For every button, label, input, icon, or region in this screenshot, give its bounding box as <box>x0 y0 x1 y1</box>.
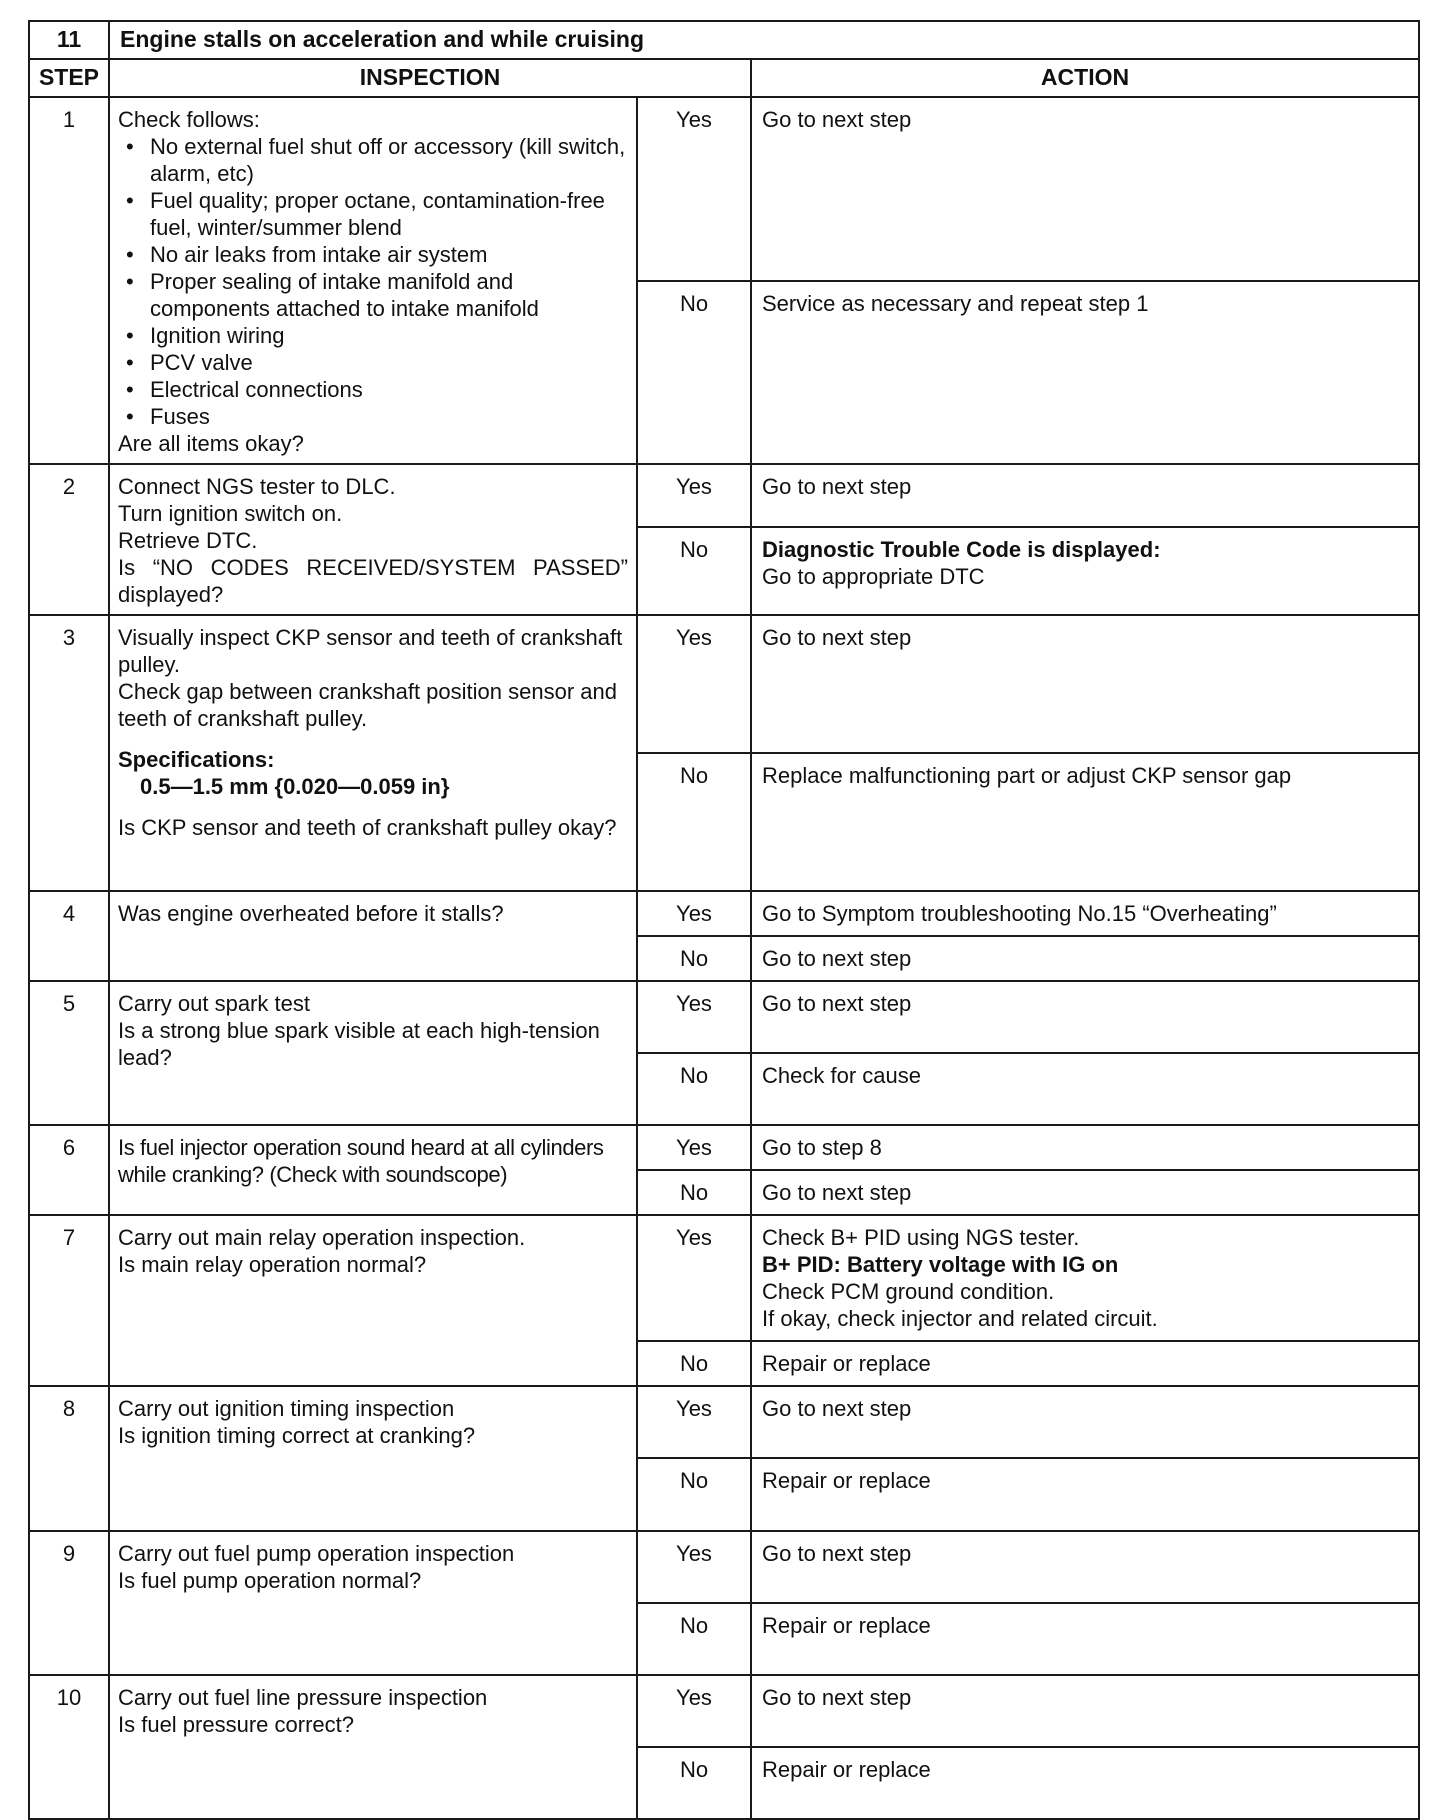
inspection-question: Is “NO CODES RECEIVED/SYSTEM PASSED” displayed? <box>118 555 628 607</box>
step-4-yes-row <box>29 891 1419 936</box>
step-inspection <box>109 891 637 981</box>
no-label: No <box>637 1747 751 1819</box>
no-action: Service as necessary and repeat step 1 <box>751 281 1419 465</box>
step-8-yes-row <box>29 1386 1419 1458</box>
header-step: STEP <box>29 59 109 97</box>
step-inspection <box>109 1386 637 1531</box>
yes-label: Yes <box>637 1125 751 1170</box>
inspection-question: Is fuel pump operation normal? <box>118 1568 422 1593</box>
yes-label: Yes <box>637 97 751 281</box>
inspection-line: Visually inspect CKP sensor and teeth of crankshaft pulley. <box>118 625 623 677</box>
yes-action: Go to next step <box>751 615 1419 753</box>
yes-label: Yes <box>637 1215 751 1341</box>
spec-title: Specifications: <box>118 747 275 772</box>
inspection-intro: Check follows: <box>118 107 260 132</box>
inspection-line: Carry out fuel line pressure inspection <box>118 1685 488 1710</box>
no-label: No <box>637 281 751 465</box>
step-7-yes-row <box>29 1215 1419 1341</box>
no-action-text: Go to appropriate DTC <box>762 563 985 589</box>
inspection-question: Is CKP sensor and teeth of crankshaft pulley okay? <box>118 815 617 840</box>
yes-action: Go to step 8 <box>751 1125 1419 1170</box>
yes-action: Go to Symptom troubleshooting No.15 “Overheating” <box>751 891 1419 936</box>
inspection-question: Is fuel injector operation sound heard at all cylinders while cranking? (Check with soundscope) <box>118 1135 604 1187</box>
no-action: Repair or replace <box>751 1747 1419 1819</box>
no-label: No <box>637 1341 751 1386</box>
yes-action-line: Check PCM ground condition. <box>762 1279 1055 1304</box>
no-label: No <box>637 1458 751 1531</box>
yes-label: Yes <box>637 1675 751 1747</box>
no-action: Replace malfunctioning part or adjust CKP sensor gap <box>751 753 1419 891</box>
no-action: Go to next step <box>751 1170 1419 1215</box>
step-10-yes-row <box>29 1675 1419 1747</box>
step-6-yes-row <box>29 1125 1419 1170</box>
yes-action-line: If okay, check injector and related circuit. <box>762 1306 1158 1331</box>
yes-action: Go to next step <box>751 981 1419 1053</box>
inspection-question: Is fuel pressure correct? <box>118 1712 354 1737</box>
troubleshooting-table <box>28 20 1420 1820</box>
step-inspection <box>109 1125 637 1215</box>
no-action: Go to next step <box>751 936 1419 981</box>
yes-action-line: Check B+ PID using NGS tester. <box>762 1225 1080 1250</box>
inspection-line: Connect NGS tester to DLC. <box>118 474 396 499</box>
yes-label: Yes <box>637 464 751 527</box>
step-2-yes-row <box>29 464 1419 527</box>
inspection-question: Is main relay operation normal? <box>118 1252 427 1277</box>
step-number: 2 <box>29 464 109 615</box>
yes-action: Go to next step <box>751 1531 1419 1603</box>
yes-action-spec: B+ PID: Battery voltage with IG on <box>762 1252 1119 1277</box>
step-number: 6 <box>29 1125 109 1215</box>
yes-label: Yes <box>637 615 751 753</box>
symptom-number: 11 <box>29 21 109 59</box>
step-inspection <box>109 1215 637 1386</box>
step-number: 8 <box>29 1386 109 1531</box>
checklist-item: • Ignition wiring <box>118 322 628 349</box>
yes-action: Go to next step <box>751 1675 1419 1747</box>
step-inspection <box>109 615 637 891</box>
no-action: Repair or replace <box>751 1603 1419 1675</box>
step-number: 3 <box>29 615 109 891</box>
column-header-row <box>29 59 1419 97</box>
step-number: 10 <box>29 1675 109 1819</box>
troubleshooting-document <box>28 20 1418 1820</box>
step-number: 4 <box>29 891 109 981</box>
yes-action: Go to next step <box>751 464 1419 527</box>
step-number: 9 <box>29 1531 109 1675</box>
inspection-line: Turn ignition switch on. <box>118 501 343 526</box>
inspection-question: Was engine overheated before it stalls? <box>118 901 504 926</box>
checklist-item: • PCV valve <box>118 349 628 376</box>
inspection-line: Carry out fuel pump operation inspection <box>118 1541 515 1566</box>
yes-action <box>751 1215 1419 1341</box>
inspection-checklist <box>118 133 628 430</box>
spec-value: 0.5—1.5 mm {0.020—0.059 in} <box>140 774 450 799</box>
header-inspection: INSPECTION <box>109 59 751 97</box>
no-label: No <box>637 1170 751 1215</box>
no-action: Check for cause <box>751 1053 1419 1125</box>
no-action: Repair or replace <box>751 1458 1419 1531</box>
step-inspection <box>109 1675 637 1819</box>
step-inspection <box>109 464 637 615</box>
step-1-yes-row <box>29 97 1419 281</box>
inspection-question: Is ignition timing correct at cranking? <box>118 1423 476 1448</box>
step-9-yes-row <box>29 1531 1419 1603</box>
checklist-item: • Proper sealing of intake manifold and components attached to intake manifold <box>118 268 628 322</box>
inspection-question: Is a strong blue spark visible at each high-tension lead? <box>118 1018 600 1070</box>
yes-action: Go to next step <box>751 1386 1419 1458</box>
no-action-heading: Diagnostic Trouble Code is displayed: <box>762 536 1161 562</box>
no-label: No <box>637 1603 751 1675</box>
checklist-item: • Fuel quality; proper octane, contamination-free fuel, winter/summer blend <box>118 187 628 241</box>
yes-label: Yes <box>637 1531 751 1603</box>
checklist-item: • Fuses <box>118 403 628 430</box>
yes-action: Go to next step <box>751 97 1419 281</box>
no-label: No <box>637 936 751 981</box>
no-action <box>751 527 1419 615</box>
step-number: 5 <box>29 981 109 1125</box>
yes-label: Yes <box>637 891 751 936</box>
inspection-line: Carry out spark test <box>118 991 310 1016</box>
inspection-question: Are all items okay? <box>118 431 304 456</box>
no-label: No <box>637 753 751 891</box>
step-3-yes-row <box>29 615 1419 753</box>
step-5-yes-row <box>29 981 1419 1053</box>
step-inspection <box>109 97 637 464</box>
no-label: No <box>637 1053 751 1125</box>
title-row <box>29 21 1419 59</box>
step-inspection <box>109 1531 637 1675</box>
inspection-line: Check gap between crankshaft position sensor and teeth of crankshaft pulley. <box>118 679 617 731</box>
step-number: 1 <box>29 97 109 464</box>
yes-label: Yes <box>637 981 751 1053</box>
step-inspection <box>109 981 637 1125</box>
checklist-item: • No external fuel shut off or accessory (kill switch, alarm, etc) <box>118 133 628 187</box>
checklist-item: • No air leaks from intake air system <box>118 241 628 268</box>
symptom-title: Engine stalls on acceleration and while cruising <box>109 21 1419 59</box>
yes-label: Yes <box>637 1386 751 1458</box>
inspection-line: Retrieve DTC. <box>118 528 258 553</box>
no-label: No <box>637 527 751 615</box>
checklist-item: • Electrical connections <box>118 376 628 403</box>
no-action: Repair or replace <box>751 1341 1419 1386</box>
step-number: 7 <box>29 1215 109 1386</box>
header-action: ACTION <box>751 59 1419 97</box>
inspection-line: Carry out main relay operation inspection. <box>118 1225 526 1250</box>
inspection-line: Carry out ignition timing inspection <box>118 1396 455 1421</box>
